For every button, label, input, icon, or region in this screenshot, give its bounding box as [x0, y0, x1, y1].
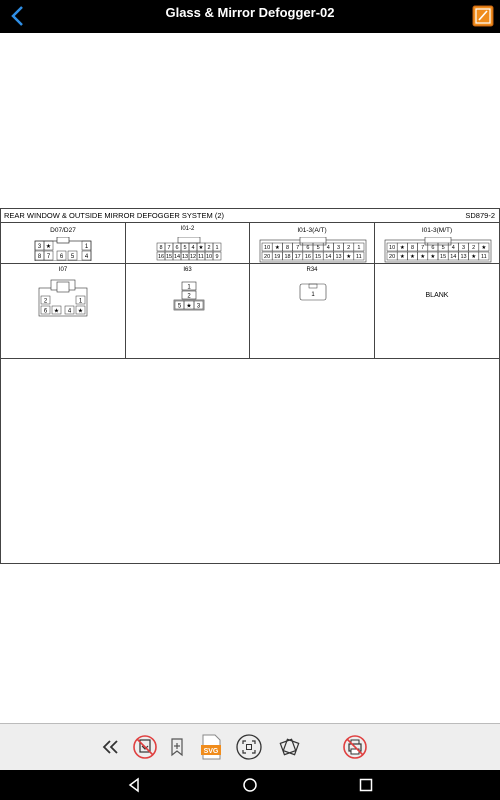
pin: 2 — [347, 245, 351, 251]
pin: 2 — [472, 245, 476, 251]
pin: 1 — [357, 245, 361, 251]
bottom-toolbar — [0, 723, 500, 770]
pin: 16 — [157, 254, 165, 260]
sheet-code: SD879-2 — [465, 211, 495, 220]
connector-i01-2-diagram — [156, 237, 222, 261]
pin: ★ — [274, 245, 280, 251]
pin: ★ — [45, 244, 52, 250]
pin: 3 — [336, 245, 341, 251]
connector-cell-i07 — [1, 264, 126, 359]
title-bar — [0, 0, 500, 33]
connector-i01-3-at-diagram — [258, 237, 368, 263]
double-chevron-left-icon[interactable] — [96, 732, 126, 762]
pin: 2 — [187, 293, 191, 300]
connector-label: I01-3(M/T) — [421, 227, 453, 234]
pin: 15 — [315, 254, 322, 260]
pin: 1 — [78, 298, 83, 305]
pin: 4 — [191, 245, 195, 251]
pin: 4 — [84, 254, 89, 260]
pin: 5 — [177, 303, 182, 310]
pin: 1 — [187, 284, 191, 291]
print-off-icon[interactable] — [340, 732, 370, 762]
nav-back-icon[interactable] — [126, 777, 142, 793]
connector-label: I01-2 — [180, 226, 195, 232]
document-edit-icon[interactable] — [472, 5, 494, 27]
connector-cell-i63 — [126, 264, 250, 359]
pin: 2 — [207, 245, 211, 251]
connector-cell-blank — [375, 264, 499, 359]
pin: 3 — [461, 245, 466, 251]
pin: 5 — [70, 254, 75, 260]
pin: 8 — [410, 245, 415, 251]
pin: ★ — [420, 254, 426, 260]
pin: ★ — [399, 245, 405, 251]
pin: 7 — [167, 245, 171, 251]
pin: ★ — [430, 254, 436, 260]
pin: ★ — [346, 254, 352, 260]
pin: 10 — [205, 254, 213, 260]
connector-i63-diagram — [172, 280, 206, 316]
sheet-header — [1, 209, 499, 223]
pin: ★ — [77, 308, 84, 315]
pin: 12 — [189, 254, 197, 260]
pin: 3 — [37, 244, 42, 250]
pin: 4 — [67, 308, 72, 315]
pin: 3 — [196, 303, 201, 310]
pin: ★ — [410, 254, 415, 260]
pin: 15 — [165, 254, 173, 260]
pin: ★ — [186, 303, 192, 310]
nav-home-icon[interactable] — [242, 777, 258, 793]
pin: 7 — [296, 245, 300, 251]
pin: 5 — [316, 245, 320, 251]
pin: 19 — [274, 254, 281, 260]
pin: 4 — [451, 245, 455, 251]
connector-grid — [1, 223, 499, 359]
pin: 20 — [389, 254, 396, 260]
pin: 5 — [441, 245, 445, 251]
connector-label: D07/D27 — [50, 227, 76, 234]
blank-label: BLANK — [425, 292, 449, 299]
pin: 10 — [264, 245, 271, 251]
connector-sheet — [0, 208, 500, 564]
pin: ★ — [399, 254, 405, 260]
nav-recents-icon[interactable] — [358, 777, 374, 793]
pin: 1 — [84, 244, 89, 250]
pin: 7 — [46, 254, 51, 260]
pin: 15 — [440, 254, 447, 260]
pin: 11 — [198, 254, 204, 260]
pin: 6 — [431, 245, 435, 251]
connector-label: I07 — [58, 267, 68, 273]
connector-label: R34 — [306, 267, 318, 273]
zoom-fit-icon[interactable] — [234, 732, 264, 762]
pin: 16 — [304, 254, 311, 260]
pin: 7 — [421, 245, 425, 251]
pin: 6 — [306, 245, 310, 251]
pin: 5 — [183, 245, 187, 251]
pin: ★ — [198, 245, 204, 251]
pin: 1 — [215, 245, 219, 251]
pin: 20 — [264, 254, 271, 260]
sheet-title: REAR WINDOW & OUTSIDE MIRROR DEFOGGER SYSTEM (2) — [4, 211, 225, 220]
connector-i07-diagram — [37, 278, 89, 318]
page-title: Glass & Mirror Defogger-02 — [165, 5, 335, 20]
connector-label: I63 — [183, 267, 192, 273]
pin: 4 — [326, 245, 330, 251]
connector-r34-diagram — [298, 282, 328, 302]
pin: 17 — [294, 254, 301, 260]
pin: ★ — [481, 245, 487, 251]
pin: 14 — [325, 254, 332, 260]
pin: 13 — [181, 254, 189, 260]
svg-file-icon[interactable] — [196, 732, 226, 762]
connector-cell-d07 — [1, 223, 126, 264]
pin: ★ — [53, 308, 60, 315]
pin: 13 — [460, 254, 467, 260]
pin: 8 — [37, 254, 42, 260]
pin: 11 — [356, 254, 362, 260]
pin: 14 — [173, 254, 181, 260]
pin: 10 — [389, 245, 396, 251]
pin: 6 — [43, 308, 48, 315]
pin: 8 — [159, 245, 163, 251]
connector-label: I01-3(A/T) — [297, 227, 327, 234]
bookmark-add-icon[interactable] — [162, 732, 192, 762]
svg-label: SVG — [203, 748, 219, 755]
pin: ★ — [471, 254, 477, 260]
pin: 2 — [43, 298, 48, 305]
pin: 14 — [450, 254, 457, 260]
connector-cell-i01-3-mt — [375, 223, 499, 264]
pin: 11 — [481, 254, 487, 260]
pin: 18 — [284, 254, 291, 260]
bookmark-off-icon[interactable] — [130, 732, 160, 762]
pin: 8 — [285, 245, 290, 251]
connector-cell-r34 — [250, 264, 375, 359]
connector-d07-diagram — [31, 237, 95, 261]
pin: 6 — [59, 254, 64, 260]
connector-cell-i01-2 — [126, 223, 250, 264]
connector-cell-i01-3-at — [250, 223, 375, 264]
connector-i01-3-mt-diagram — [383, 237, 493, 263]
system-nav-bar — [0, 770, 500, 800]
pin: 1 — [311, 292, 315, 298]
pin: 6 — [175, 245, 179, 251]
rotate-icon[interactable] — [274, 732, 304, 762]
pin: 9 — [215, 254, 219, 260]
pin: 13 — [335, 254, 342, 260]
